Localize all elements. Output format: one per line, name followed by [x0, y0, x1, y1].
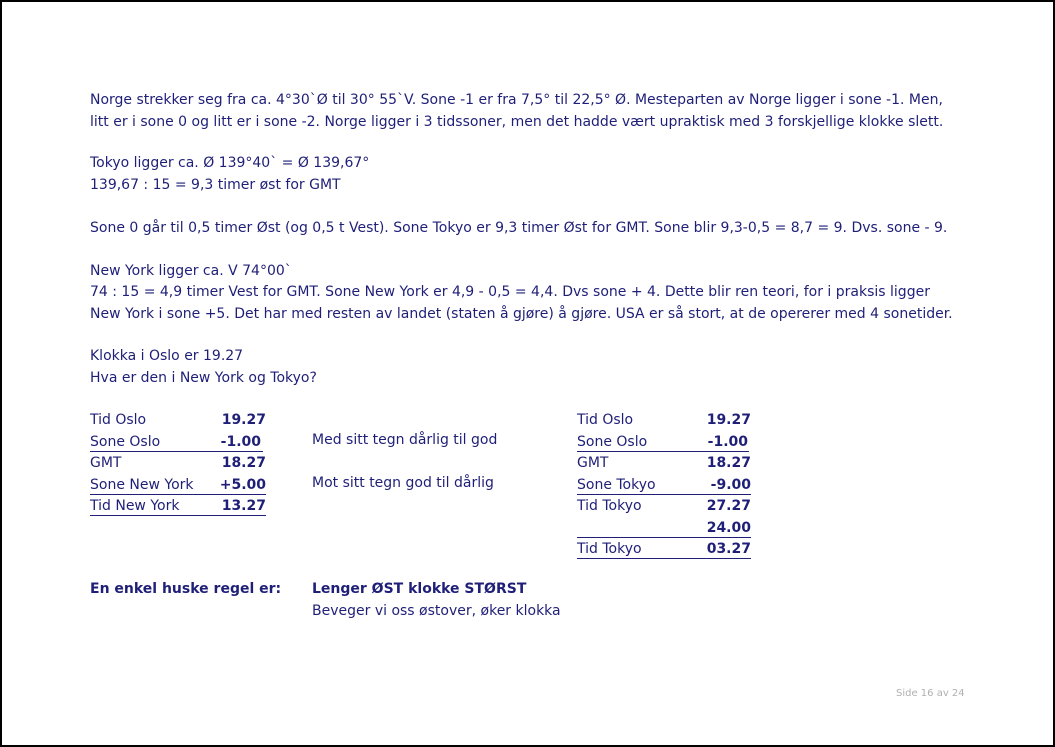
note-sign-opposite: Mot sitt tegn god til dårlig	[312, 475, 494, 491]
rule-line-1: Lenger ØST klokke STØRST	[312, 581, 527, 597]
question-line-1: Klokka i Oslo er 19.27	[90, 348, 244, 364]
row-value: 19.27	[706, 412, 751, 428]
left-sum-line-2	[90, 494, 266, 495]
table-row	[577, 518, 751, 540]
row-value: +5.00	[219, 476, 266, 493]
rule-line-2: Beveger vi oss østover, øker klokka	[312, 603, 561, 619]
intro-line-2: litt er i sone 0 og litt er i sone -2. Norge ligger i 3 tidssoner, men det hadde vært upraktisk med 3 forskjellige klokke slett.	[90, 113, 944, 130]
row-label: Sone Oslo	[90, 433, 161, 450]
right-sum-line-3	[577, 537, 751, 538]
row-value: 18.27	[706, 455, 751, 471]
table-row	[577, 453, 751, 475]
rule-label: En enkel huske regel er:	[90, 581, 282, 597]
newyork-line-2: 74 : 15 = 4,9 timer Vest for GMT. Sone New York er 4,9 - 0,5 = 4,4. Dvs sone + 4. Dette blir ren teori, for i praksis ligger	[90, 284, 930, 300]
left-sum-line-3	[90, 515, 266, 516]
row-label: Sone Oslo	[577, 433, 648, 450]
table-row	[577, 410, 751, 432]
row-value: -1.00	[707, 433, 748, 450]
note-sign-same: Med sitt tegn dårlig til god	[312, 432, 498, 448]
row-value: 24.00	[706, 519, 751, 536]
newyork-line-3: New York i sone +5. Det har med resten av landet (staten å gjøre) å gjøre. USA er så stort, at de opererer med 4 sonetider.	[90, 306, 953, 322]
zone-line: Sone 0 går til 0,5 timer Øst (og 0,5 t Vest). Sone Tokyo er 9,3 timer Øst for GMT. Sone blir 9,3-0,5 = 8,7 = 9. Dvs. sone - 9.	[90, 220, 948, 236]
row-value: 18.27	[221, 455, 266, 471]
table-row	[90, 475, 266, 497]
row-value: 19.27	[221, 412, 266, 428]
row-label: Tid Tokyo	[577, 541, 642, 557]
newyork-line-1: New York ligger ca. V 74°00`	[90, 263, 292, 279]
row-value: 27.27	[706, 498, 751, 514]
row-value: 03.27	[706, 541, 751, 557]
row-label: GMT	[577, 455, 609, 471]
table-row	[90, 410, 266, 432]
row-label: GMT	[90, 455, 122, 471]
right-sum-line-2	[577, 494, 751, 495]
row-label: Tid New York	[90, 498, 180, 514]
row-label: Tid Tokyo	[577, 498, 642, 514]
left-calculation-table	[90, 410, 266, 518]
table-row	[90, 432, 266, 454]
tokyo-line-1: Tokyo ligger ca. Ø 139°40` = Ø 139,67°	[90, 155, 370, 171]
page-number: Side 16 av 24	[896, 688, 965, 699]
row-label: Sone Tokyo	[577, 476, 656, 493]
table-row	[577, 475, 751, 497]
row-value: -1.00	[220, 433, 261, 450]
right-sum-line-4	[577, 558, 751, 559]
table-row	[577, 432, 751, 454]
table-row	[90, 453, 266, 475]
row-label: Tid Oslo	[577, 412, 634, 428]
right-sum-line-1	[577, 451, 749, 452]
row-value: 13.27	[221, 498, 266, 514]
tokyo-line-2: 139,67 : 15 = 9,3 timer øst for GMT	[90, 177, 341, 193]
row-label: Tid Oslo	[90, 412, 147, 428]
intro-line-1: Norge strekker seg fra ca. 4°30`Ø til 30° 55`V. Sone -1 er fra 7,5° til 22,5° Ø. Mesteparten av Norge ligger i sone -1. Men,	[90, 92, 943, 108]
left-sum-line-1	[90, 451, 263, 452]
row-value: -9.00	[710, 476, 751, 493]
table-row	[577, 496, 751, 518]
row-label: Sone New York	[90, 476, 194, 493]
question-line-2: Hva er den i New York og Tokyo?	[90, 370, 317, 386]
